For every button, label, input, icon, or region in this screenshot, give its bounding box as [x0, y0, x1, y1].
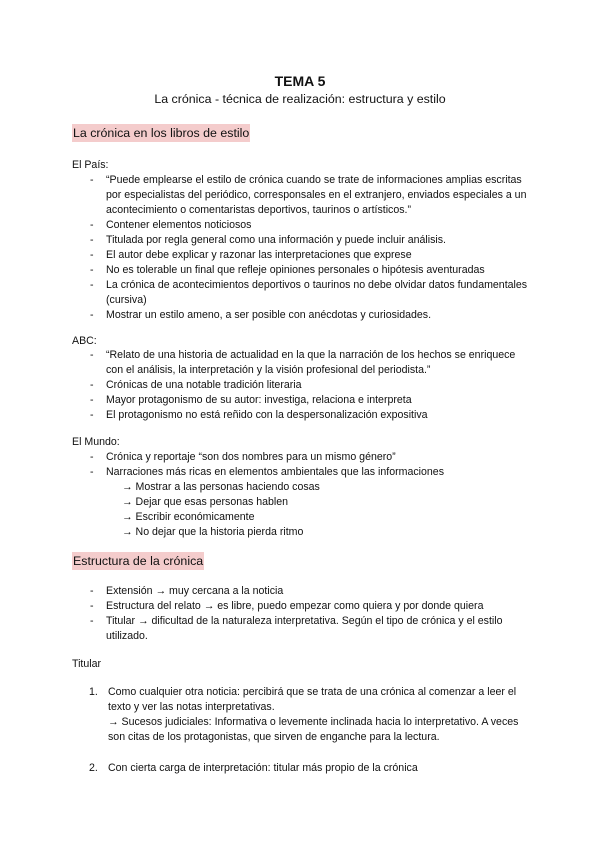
bullet-marker: - — [90, 394, 94, 406]
bullet-marker: - — [90, 600, 94, 612]
bullet-marker: - — [90, 615, 94, 627]
el-mundo-list — [72, 450, 528, 540]
bullet-marker: - — [90, 249, 94, 261]
list-item — [72, 393, 528, 408]
list-item — [72, 278, 528, 308]
list-item-text: Como cualquier otra noticia: percibirá que se trata de una crónica al comenzar a leer el texto y ver las notas interpretativas. — [108, 686, 517, 713]
list-item — [72, 599, 528, 614]
list-item — [72, 263, 528, 278]
structure-list — [72, 584, 528, 644]
list-item — [72, 233, 528, 248]
sub-item: → Dejar que esas personas hablen — [122, 496, 289, 508]
list-item-text: Narraciones más ricas en elementos ambientales que las informaciones — [106, 466, 444, 478]
titular-label: Titular — [72, 658, 102, 670]
bullet-marker: - — [90, 234, 94, 246]
list-item — [72, 408, 528, 423]
bullet-marker: - — [90, 466, 94, 478]
bullet-marker: - — [90, 349, 94, 361]
list-item — [72, 584, 528, 599]
list-item-text: “Relato de una historia de actualidad en la que la narración de los hechos se enriquece con el análisis, la interpretación y la visión profesional del periodista.” — [106, 349, 516, 376]
list-item-text: Extensión → muy cercana a la noticia — [106, 585, 284, 597]
titular-list — [72, 685, 528, 745]
bullet-marker: - — [90, 451, 94, 463]
list-number: 2. — [89, 762, 98, 774]
list-item-text: Titular → dificultad de la naturaleza interpretativa. Según el tipo de crónica y el estilo utilizado. — [106, 615, 503, 642]
section-heading-style-books: La crónica en los libros de estilo — [73, 126, 250, 140]
list-number: 1. — [89, 686, 98, 698]
abc-list — [72, 348, 528, 423]
list-item-text: “Puede emplearse el estilo de crónica cuando se trate de informaciones amplias escritas por especialistas del periódico, corresponsales en el extranjero, enviados especiales a un acontecimiento o comentaristas deportivos, taurinos o artísticos.” — [106, 174, 527, 216]
list-item — [72, 173, 528, 218]
bullet-marker: - — [90, 409, 94, 421]
el-pais-list — [72, 173, 528, 323]
list-item — [72, 761, 528, 776]
page-subtitle: La crónica - técnica de realización: estructura y estilo — [154, 92, 446, 106]
bullet-marker: - — [90, 379, 94, 391]
bullet-marker: - — [90, 264, 94, 276]
bullet-marker: - — [90, 174, 94, 186]
list-item — [72, 248, 528, 263]
page-title: TEMA 5 — [274, 73, 326, 89]
list-item-text: Contener elementos noticiosos — [106, 219, 252, 231]
bullet-marker: - — [90, 279, 94, 291]
list-item — [72, 465, 528, 540]
list-item — [72, 685, 528, 745]
sub-item: → Mostrar a las personas haciendo cosas — [122, 481, 320, 493]
list-item — [72, 614, 528, 644]
list-item-text: Mostrar un estilo ameno, a ser posible con anécdotas y curiosidades. — [106, 309, 432, 321]
sub-item: → Escribir económicamente — [122, 511, 255, 523]
bullet-marker: - — [90, 585, 94, 597]
list-item-text: No es tolerable un final que refleje opiniones personales o hipótesis aventuradas — [106, 264, 485, 276]
list-item-text: El protagonismo no está reñido con la despersonalización expositiva — [106, 409, 428, 421]
list-item — [72, 348, 528, 378]
list-item-text: La crónica de acontecimientos deportivos o taurinos no debe olvidar datos fundamentales (cursiva) — [106, 279, 528, 306]
section-heading-structure: Estructura de la crónica — [73, 554, 204, 568]
list-item-note: → Sucesos judiciales: Informativa o levemente inclinada hacia lo interpretativo. A veces son citas de los protagonistas, que sirven de enganche para la lectura. — [108, 716, 519, 743]
list-item-text: Estructura del relato → es libre, puedo empezar como quiera y por donde quiera — [106, 600, 484, 612]
list-item-text: Crónicas de una notable tradición literaria — [106, 379, 302, 391]
list-item — [72, 378, 528, 393]
list-item-text: El autor debe explicar y razonar las interpretaciones que exprese — [106, 249, 412, 261]
el-pais-label: El País: — [72, 159, 109, 171]
bullet-marker: - — [90, 219, 94, 231]
list-item-text: Crónica y reportaje “son dos nombres para un mismo género” — [106, 451, 396, 463]
list-item — [72, 308, 528, 323]
sub-item: → No dejar que la historia pierda ritmo — [122, 526, 304, 538]
list-item — [72, 218, 528, 233]
titular-list-continued — [72, 761, 528, 776]
el-mundo-label: El Mundo: — [72, 436, 120, 448]
list-item-text: Mayor protagonismo de su autor: investiga, relaciona e interpreta — [106, 394, 412, 406]
bullet-marker: - — [90, 309, 94, 321]
list-item-text: Con cierta carga de interpretación: titular más propio de la crónica — [108, 762, 418, 774]
list-item-text: Titulada por regla general como una información y puede incluir análisis. — [106, 234, 446, 246]
list-item — [72, 450, 528, 465]
abc-label: ABC: — [72, 335, 97, 347]
